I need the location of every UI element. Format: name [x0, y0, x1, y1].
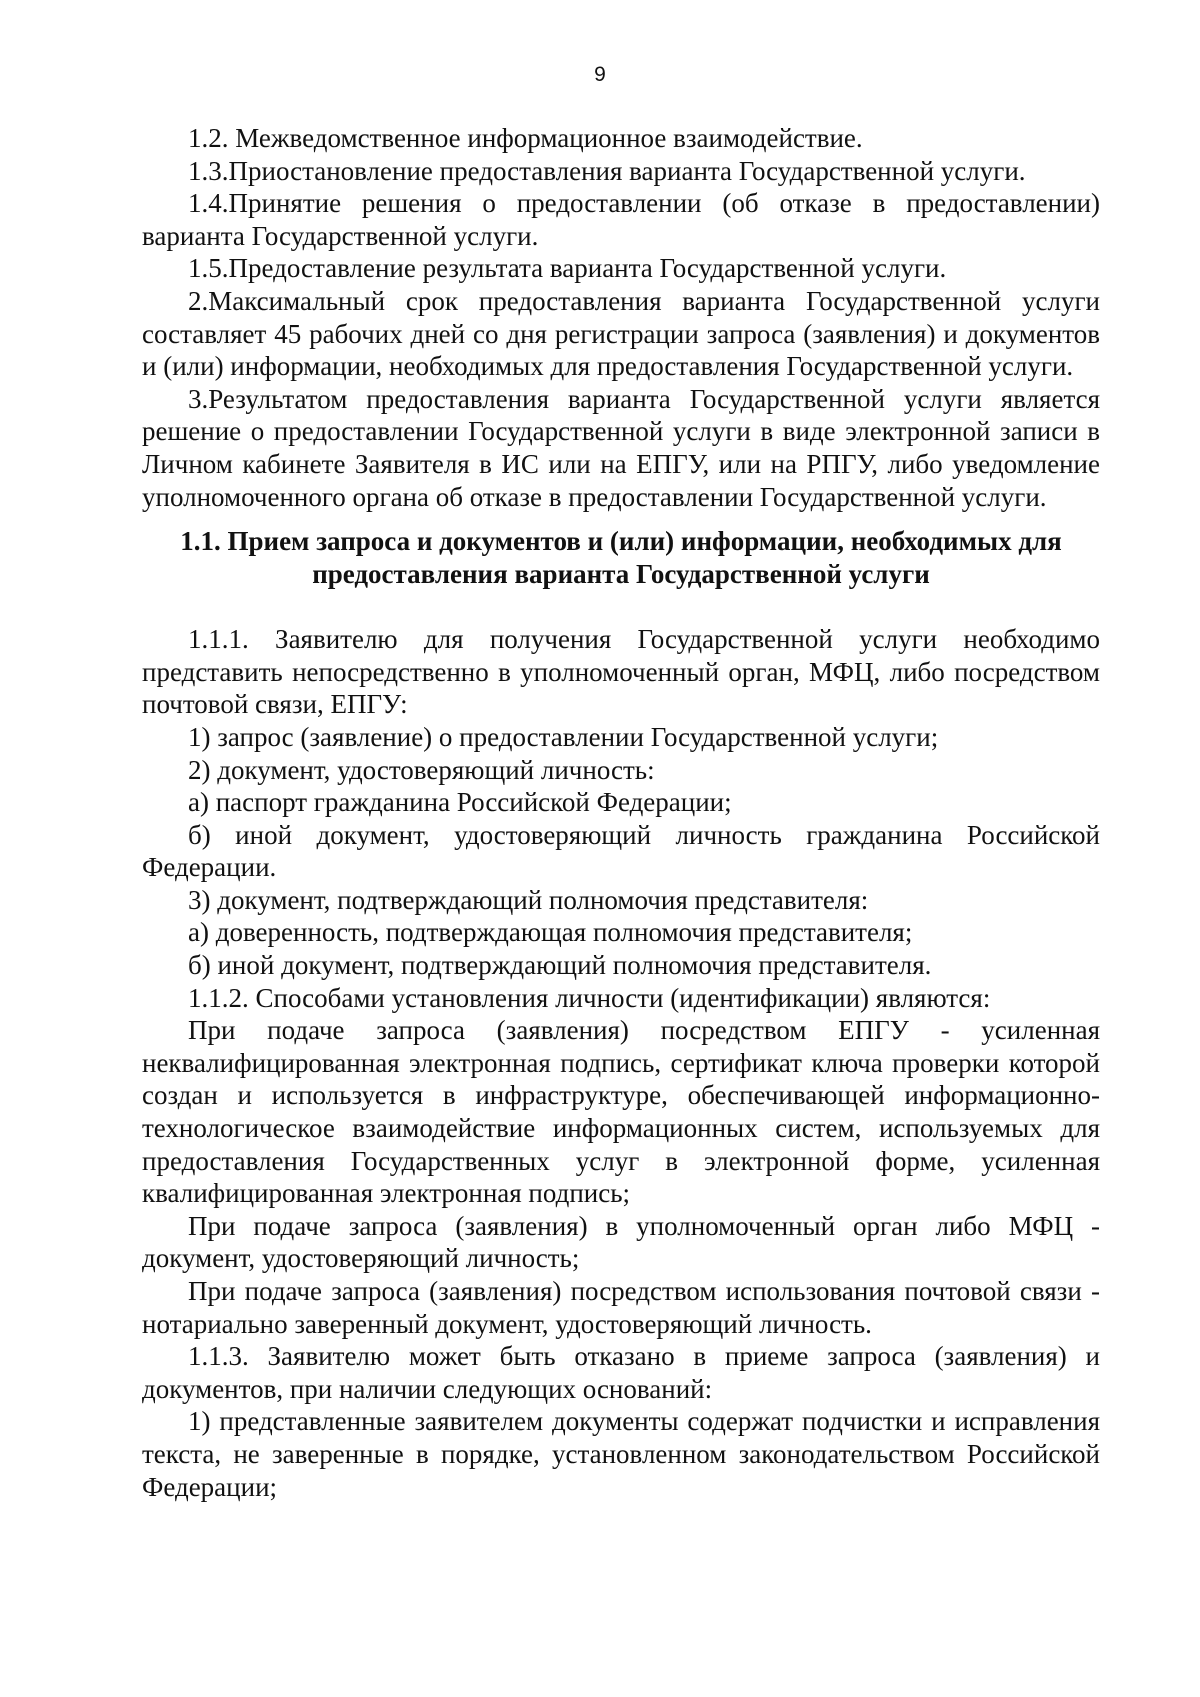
section-heading-line-2: предоставления варианта Государственной услуги — [312, 559, 930, 590]
section-heading — [142, 525, 1100, 623]
paragraph: 1.1.3. Заявителю может быть отказано в приеме запроса (заявления) и документов, при наличии следующих оснований: — [142, 1341, 1100, 1404]
list-item: 3) документ, подтверждающий полномочия представителя: — [188, 884, 869, 915]
paragraph: 1.1.2. Способами установления личности (идентификации) являются: — [188, 982, 991, 1013]
list-item: а) доверенность, подтверждающая полномочия представителя; — [188, 917, 913, 948]
paragraph: При подаче запроса (заявления) посредством использования почтовой связи - нотариально заверенный документ, удостоверяющий личность. — [142, 1276, 1100, 1339]
list-item: а) паспорт гражданина Российской Федерации; — [188, 787, 732, 818]
paragraph: 3.Результатом предоставления варианта Государственной услуги является решение о предоставлении Государственной услуги в виде электронной записи в Личном кабинете Заявителя в ИС или на ЕПГУ, или на РПГУ, либо уведомление уполномоченного органа об отказе в предоставлении Государственной услуги. — [142, 383, 1100, 512]
paragraph: При подаче запроса (заявления) посредством ЕПГУ - усиленная неквалифицированная электронная подпись, сертификат ключа проверки которой создан и используется в инфраструктуре, обеспечивающей информационно-технологическое взаимодействие информационных систем, используемых для предоставления Государственных услуг в электронной форме, усиленная квалифицированная электронная подпись; — [142, 1015, 1100, 1209]
paragraph: 1.3.Приостановление предоставления варианта Государственной услуги. — [188, 155, 1026, 186]
paragraph: При подаче запроса (заявления) в уполномоченный орган либо МФЦ - документ, удостоверяющий личность; — [142, 1210, 1100, 1274]
document-body — [142, 122, 1100, 1503]
list-item: б) иной документ, подтверждающий полномочия представителя. — [188, 950, 932, 981]
section-heading-line-1: 1.1. Прием запроса и документов и (или) информации, необходимых для — [180, 526, 1062, 557]
list-item: б) иной документ, удостоверяющий личность гражданина Российской Федерации. — [142, 819, 1100, 883]
list-item: 1) запрос (заявление) о предоставлении Государственной услуги; — [188, 721, 939, 752]
paragraph: 1.2. Межведомственное информационное взаимодействие. — [188, 123, 863, 153]
paragraph: 1.1.1. Заявителю для получения Государственной услуги необходимо представить непосредственно в уполномоченный орган, МФЦ, либо посредством почтовой связи, ЕПГУ: — [142, 624, 1100, 720]
list-item: 2) документ, удостоверяющий личность: — [188, 754, 655, 785]
paragraph: 1.5.Предоставление результата варианта Государственной услуги. — [188, 253, 947, 284]
page-number: 9 — [594, 63, 606, 86]
list-item: 1) представленные заявителем документы содержат подчистки и исправления текста, не заверенные в порядке, установленном законодательством Российской Федерации; — [142, 1406, 1100, 1502]
paragraph: 2.Максимальный срок предоставления варианта Государственной услуги составляет 45 рабочих дней со дня регистрации запроса (заявления) и документов и (или) информации, необходимых для предоставления Государственной услуги. — [142, 285, 1100, 382]
paragraph: 1.4.Принятие решения о предоставлении (об отказе в предоставлении) варианта Государственной услуги. — [142, 188, 1100, 251]
